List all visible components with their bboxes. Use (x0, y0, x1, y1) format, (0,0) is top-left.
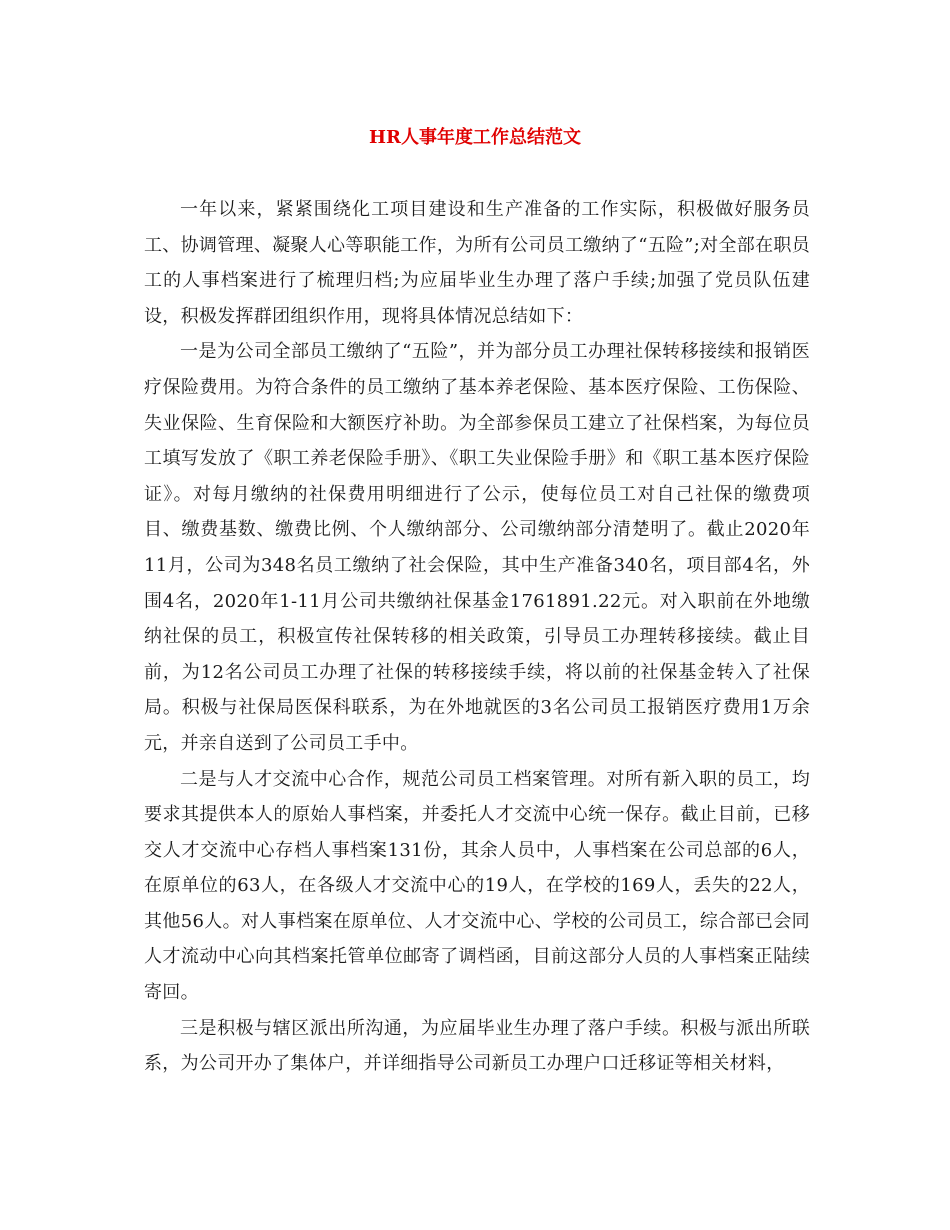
paragraph-personnel-archives: 二是与人才交流中心合作，规范公司员工档案管理。对所有新入职的员工，均要求其提供本人的原始人事档案，并委托人才交流中心统一保存。截止目前，已移交人才交流中心存档人事档案131份，其余人员中，人事档案在公司总部的6人，在原单位的63人，在各级人才交流中心的19人，在学校的169人，丢失的22人，其他56人。对人事档案在原单位、人才交流中心、学校的公司员工，综合部已会同人才流动中心向其档案托管单位邮寄了调档函，目前这部分人员的人事档案正陆续寄回。 (144, 768, 810, 1004)
document-title: HR人事年度工作总结范文 (369, 127, 581, 148)
paragraph-household-registration: 三是积极与辖区派出所沟通，为应届毕业生办理了落户手续。积极与派出所联系，为公司开办了集体户，并详细指导公司新员工办理户口迁移证等相关材料， (144, 1017, 810, 1075)
paragraph-social-insurance: 一是为公司全部员工缴纳了“五险”，并为部分员工办理社保转移接续和报销医疗保险费用。为符合条件的员工缴纳了基本养老保险、基本医疗保险、工伤保险、失业保险、生育保险和大额医疗补助。为全部参保员工建立了社保档案，为每位员工填写发放了《职工养老保险手册》、《职工失业保险手册》和《职工基本医疗保险证》。对每月缴纳的社保费用明细进行了公示，使每位员工对自己社保的缴费项目、缴费基数、缴费比例、个人缴纳部分、公司缴纳部分清楚明了。截止2020年11月，公司为348名员工缴纳了社会保险，其中生产准备340名，项目部4名，外围4名，2020年1-11月公司共缴纳社保基金1761891.22元。对入职前在外地缴纳社保的员工，积极宣传社保转移的相关政策，引导员工办理转移接续。截止目前，为12名公司员工办理了社保的转移接续手续，将以前的社保基金转入了社保局。积极与社保局医保科联系，为在外地就医的3名公司员工报销医疗费用1万余元，并亲自送到了公司员工手中。 (144, 341, 810, 754)
document-body (144, 192, 810, 1082)
paragraph-intro: 一年以来，紧紧围绕化工项目建设和生产准备的工作实际，积极做好服务员工、协调管理、凝聚人心等职能工作，为所有公司员工缴纳了“五险”;对全部在职员工的人事档案进行了梳理归档;为应届毕业生办理了落户手续;加强了党员队伍建设，积极发挥群团组织作用，现将具体情况总结如下： (144, 199, 810, 327)
